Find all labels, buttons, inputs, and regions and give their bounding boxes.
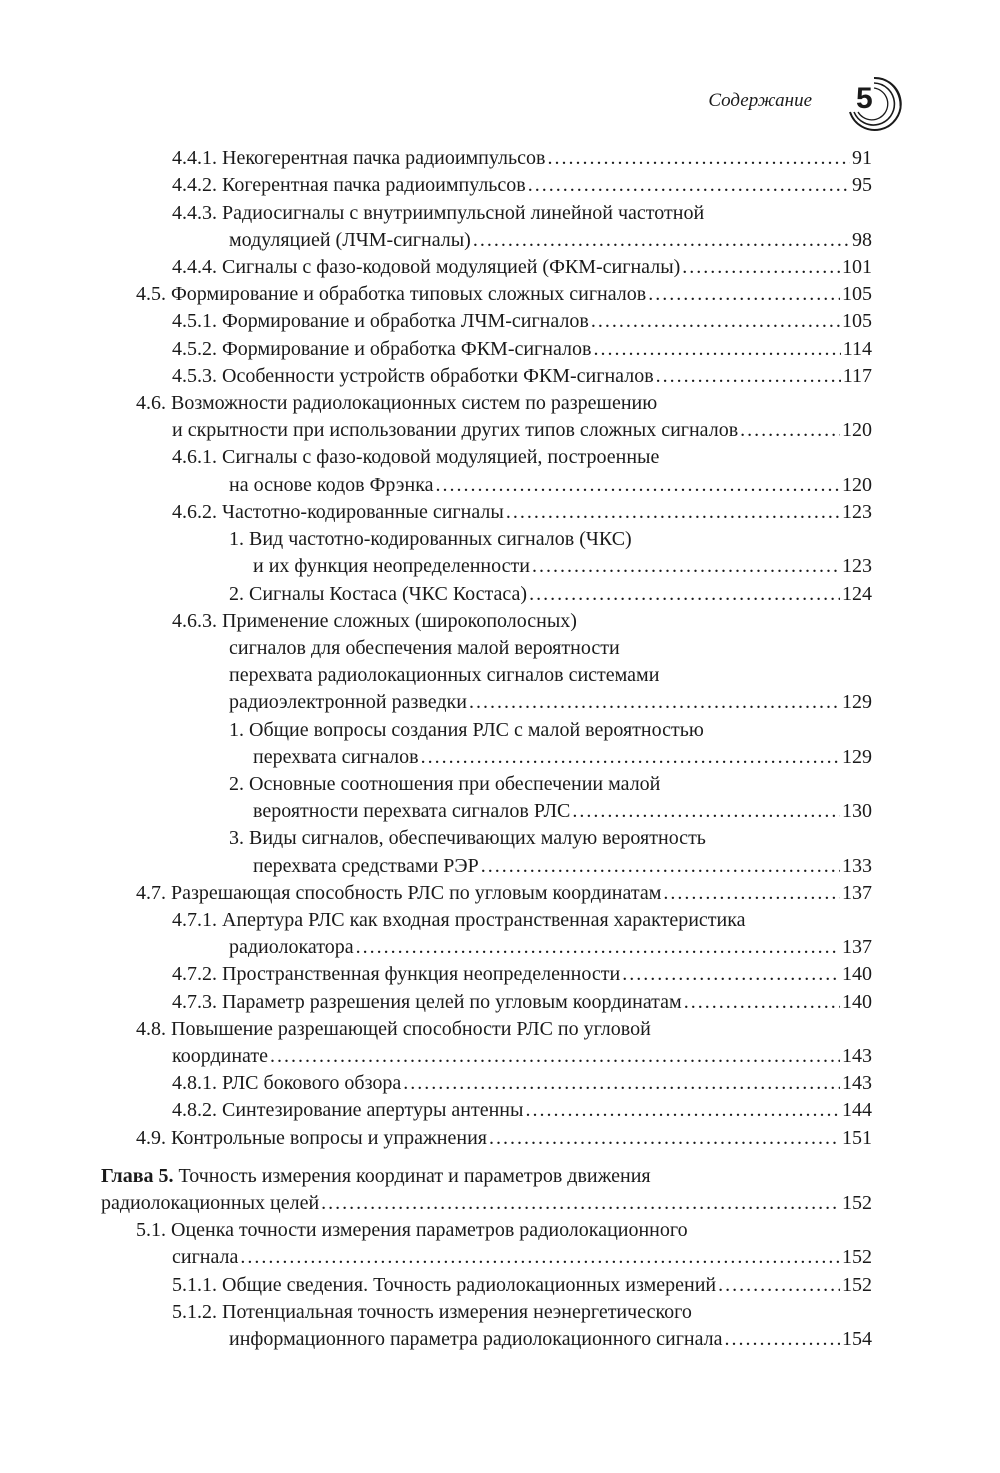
toc-entry[interactable]: 4.8.2. Синтезирование апертуры антенны . . . 144 <box>172 1097 872 1124</box>
toc-entry[interactable]: перехвата радиолокационных сигналов системами <box>229 664 660 686</box>
toc-entry[interactable]: 4.7. Разрешающая способность РЛС по угловым координатам . . . 137 <box>136 880 872 907</box>
toc-entry[interactable]: вероятности перехвата сигналов РЛС . . . 130 <box>253 798 872 825</box>
toc-entry[interactable]: 3. Виды сигналов, обеспечивающих малую вероятность <box>229 827 706 849</box>
toc-entry[interactable]: на основе кодов Фрэнка . . . 120 <box>229 472 872 499</box>
toc-entry[interactable]: 4.8. Повышение разрешающей способности РЛС по угловой <box>136 1018 651 1040</box>
toc-entry[interactable]: 4.4.1. Некогерентная пачка радиоимпульсов . . . 91 <box>172 145 872 172</box>
toc-entry[interactable]: информационного параметра радиолокационного сигнала . . . 154 <box>229 1326 872 1353</box>
toc-entry[interactable]: 4.5.2. Формирование и обработка ФКМ-сигналов . . . 114 <box>172 336 872 363</box>
toc-entry[interactable]: координате . . . 143 <box>172 1043 872 1070</box>
toc-entry[interactable]: 4.6.1. Сигналы с фазо-кодовой модуляцией, построенные <box>172 446 660 468</box>
toc-entry[interactable]: 5.1. Оценка точности измерения параметров радиолокационного <box>136 1219 688 1241</box>
toc-chapter-entry[interactable]: Глава 5. Точность измерения координат и параметров движения <box>101 1165 651 1187</box>
toc-entry[interactable]: сигналов для обеспечения малой вероятности <box>229 637 620 659</box>
toc-entry[interactable]: радиоэлектронной разведки . . . 129 <box>229 689 872 716</box>
toc-entry[interactable]: 4.4.2. Когерентная пачка радиоимпульсов . . . 95 <box>172 172 872 199</box>
toc-entry[interactable]: 4.5.3. Особенности устройств обработки ФКМ-сигналов . . . 117 <box>172 363 872 390</box>
toc-entry[interactable]: 4.4.4. Сигналы с фазо-кодовой модуляцией (ФКМ-сигналы) . . . 101 <box>172 254 872 281</box>
toc-entry[interactable]: 2. Сигналы Костаса (ЧКС Костаса) . . . 124 <box>229 581 872 608</box>
toc-entry[interactable]: перехвата средствами РЭР . . . 133 <box>253 853 872 880</box>
toc-entry[interactable]: перехвата сигналов . . . 129 <box>253 744 872 771</box>
toc-entry[interactable]: радиолокационных целей . . . 152 <box>101 1190 872 1217</box>
chapter-label: Глава 5. <box>101 1165 174 1187</box>
toc-entry[interactable]: 4.9. Контрольные вопросы и упражнения . . . 151 <box>136 1125 872 1152</box>
page-header <box>0 70 1000 140</box>
toc-entry[interactable]: 1. Общие вопросы создания РЛС с малой вероятностью <box>229 719 704 741</box>
page-number-badge <box>844 72 904 138</box>
toc-entry[interactable]: и их функция неопределенности . . . 123 <box>253 553 872 580</box>
toc-entry[interactable]: 4.6.3. Применение сложных (широкополосных) <box>172 610 577 632</box>
toc-entry[interactable]: 4.7.1. Апертура РЛС как входная пространственная характеристика <box>172 909 746 931</box>
toc-entry[interactable]: 4.4.3. Радиосигналы с внутриимпульсной линейной частотной <box>172 202 705 224</box>
toc-entry[interactable]: радиолокатора . . . 137 <box>229 934 872 961</box>
swirl-icon <box>844 72 904 138</box>
toc-entry[interactable]: 4.5. Формирование и обработка типовых сложных сигналов . . . 105 <box>136 281 872 308</box>
toc-entry[interactable]: 2. Основные соотношения при обеспечении малой <box>229 773 661 795</box>
running-head-title: Содержание <box>708 90 812 111</box>
toc-entry[interactable]: модуляцией (ЛЧМ-сигналы) . . . 98 <box>229 227 872 254</box>
toc-entry[interactable]: 4.5.1. Формирование и обработка ЛЧМ-сигналов . . . 105 <box>172 308 872 335</box>
toc-entry[interactable]: 5.1.2. Потенциальная точность измерения неэнергетического <box>172 1301 692 1323</box>
toc-entry[interactable]: сигнала . . . 152 <box>172 1244 872 1271</box>
toc-entry[interactable]: 4.6.2. Частотно-кодированные сигналы . . . 123 <box>172 499 872 526</box>
toc-entry[interactable]: 5.1.1. Общие сведения. Точность радиолокационных измерений . . . 152 <box>172 1272 872 1299</box>
toc-entry[interactable]: 4.8.1. РЛС бокового обзора . . . 143 <box>172 1070 872 1097</box>
toc-entry[interactable]: 4.7.3. Параметр разрешения целей по угловым координатам . . . 140 <box>172 989 872 1016</box>
toc-entry[interactable]: 4.6. Возможности радиолокационных систем по разрешению <box>136 392 658 414</box>
toc-entry[interactable]: 1. Вид частотно-кодированных сигналов (ЧКС) <box>229 528 632 550</box>
page-number: 5 <box>856 82 873 115</box>
toc-entry[interactable]: 4.7.2. Пространственная функция неопределенности . . . 140 <box>172 961 872 988</box>
toc-entry[interactable]: и скрытности при использовании других типов сложных сигналов . . . 120 <box>172 417 872 444</box>
